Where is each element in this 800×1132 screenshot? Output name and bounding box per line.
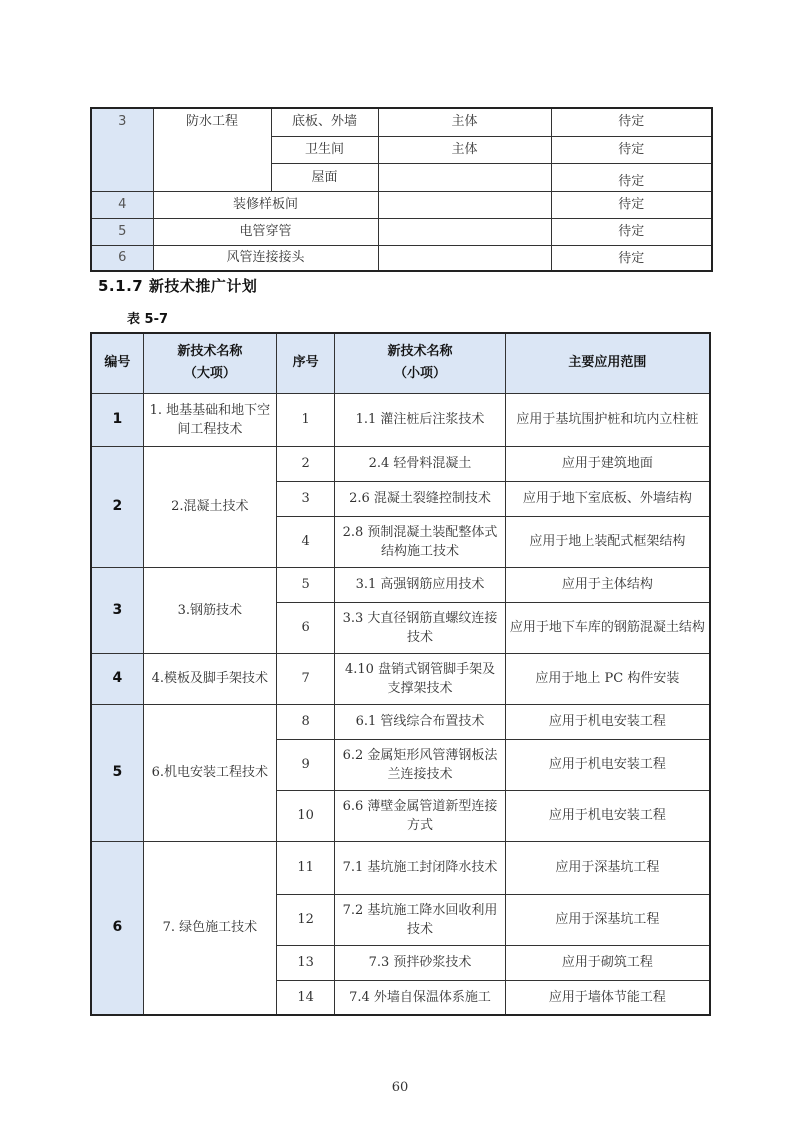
major-name: 6.机电安装工程技术 [143,704,276,841]
seq-cell: 9 [277,739,335,790]
minor-name: 7.2 基坑施工降水回收利用技术 [335,894,506,945]
seq-cell: 2 [277,446,335,481]
seq-cell: 7 [277,653,335,704]
minor-name: 2.6 混凝土裂缝控制技术 [335,481,506,516]
seq-cell: 4 [277,516,335,567]
remark-cell: 待定 [551,218,712,245]
seq-cell: 5 [277,567,335,602]
sub-item: 卫生间 [271,136,378,163]
waterproofing-sample-table [90,107,713,272]
item-name: 防水工程 [153,108,271,191]
remark-cell: 待定 [551,191,712,218]
minor-name: 7.1 基坑施工封闭降水技术 [335,841,506,894]
group-number: 5 [91,704,143,841]
seq-cell: 12 [277,894,335,945]
scope-cell: 主体 [378,136,551,163]
table-row [91,245,712,271]
major-name: 1. 地基基础和地下空间工程技术 [143,393,276,446]
header-minor-name [335,333,506,393]
table-row [91,446,710,481]
seq-cell: 11 [277,841,335,894]
scope-cell: 应用于地上装配式框架结构 [505,516,710,567]
table-row [91,653,710,704]
group-number: 4 [91,653,143,704]
group-number: 6 [91,841,143,1015]
minor-name: 6.6 薄壁金属管道新型连接方式 [335,790,506,841]
section-heading: 5.1.7 新技术推广计划 [98,277,258,295]
scope-cell: 应用于地上 PC 构件安装 [505,653,710,704]
minor-name: 2.4 轻骨料混凝土 [335,446,506,481]
header-seq: 序号 [277,333,335,393]
row-index: 4 [91,191,153,218]
seq-cell: 1 [277,393,335,446]
minor-name: 4.10 盘销式钢管脚手架及支撑架技术 [335,653,506,704]
header-row [91,333,710,393]
major-name: 2.混凝土技术 [143,446,276,567]
table-row [91,841,710,894]
seq-cell: 6 [277,602,335,653]
row-index: 3 [91,108,153,191]
scope-cell: 应用于地下车库的钢筋混凝土结构 [505,602,710,653]
scope-cell [378,191,551,218]
table-row [91,191,712,218]
major-name: 4.模板及脚手架技术 [143,653,276,704]
sub-item: 屋面 [271,163,378,191]
row-index: 6 [91,245,153,271]
scope-cell: 应用于主体结构 [505,567,710,602]
seq-cell: 13 [277,945,335,980]
scope-cell: 应用于机电安装工程 [505,739,710,790]
major-name: 3.钢筋技术 [143,567,276,653]
table-row [91,393,710,446]
minor-name: 3.3 大直径钢筋直螺纹连接技术 [335,602,506,653]
seq-cell: 14 [277,980,335,1015]
table-row [91,218,712,245]
page-number: 60 [391,1080,409,1095]
remark-cell: 待定 [551,136,712,163]
scope-cell: 应用于基坑围护桩和坑内立柱桩 [505,393,710,446]
minor-name: 6.1 管线综合布置技术 [335,704,506,739]
minor-name: 7.3 预拌砂浆技术 [335,945,506,980]
new-technology-table [90,332,711,1016]
remark-cell: 待定 [551,163,712,191]
scope-cell: 应用于深基坑工程 [505,894,710,945]
header-number: 编号 [91,333,143,393]
row-index: 5 [91,218,153,245]
header-major-line2: （大项） [183,366,236,382]
scope-cell: 主体 [378,108,551,136]
group-number: 1 [91,393,143,446]
seq-cell: 10 [277,790,335,841]
header-major-line1: 新技术名称 [177,344,243,360]
table-caption: 表 5-7 [127,312,169,327]
table-row [91,567,710,602]
sub-item: 底板、外墙 [271,108,378,136]
scope-cell: 应用于墙体节能工程 [505,980,710,1015]
scope-cell [378,245,551,271]
scope-cell: 应用于机电安装工程 [505,704,710,739]
group-number: 3 [91,567,143,653]
scope-cell [378,218,551,245]
scope-cell: 应用于机电安装工程 [505,790,710,841]
item-name: 装修样板间 [153,191,378,218]
header-major-name [143,333,276,393]
item-name: 风管连接接头 [153,245,378,271]
scope-cell: 应用于建筑地面 [505,446,710,481]
scope-cell: 应用于砌筑工程 [505,945,710,980]
scope-cell: 应用于深基坑工程 [505,841,710,894]
minor-name: 6.2 金属矩形风管薄钢板法兰连接技术 [335,739,506,790]
minor-name: 1.1 灌注桩后注浆技术 [335,393,506,446]
scope-cell: 应用于地下室底板、外墙结构 [505,481,710,516]
table-row [91,704,710,739]
scope-cell [378,163,551,191]
header-minor-line1: 新技术名称 [387,344,453,360]
minor-name: 3.1 高强钢筋应用技术 [335,567,506,602]
header-scope: 主要应用范围 [505,333,710,393]
seq-cell: 8 [277,704,335,739]
minor-name: 2.8 预制混凝土装配整体式结构施工技术 [335,516,506,567]
remark-cell: 待定 [551,245,712,271]
minor-name: 7.4 外墙自保温体系施工 [335,980,506,1015]
item-name: 电管穿管 [153,218,378,245]
group-number: 2 [91,446,143,567]
seq-cell: 3 [277,481,335,516]
table-row [91,108,712,136]
header-minor-line2: （小项） [394,366,447,382]
major-name: 7. 绿色施工技术 [143,841,276,1015]
remark-cell: 待定 [551,108,712,136]
